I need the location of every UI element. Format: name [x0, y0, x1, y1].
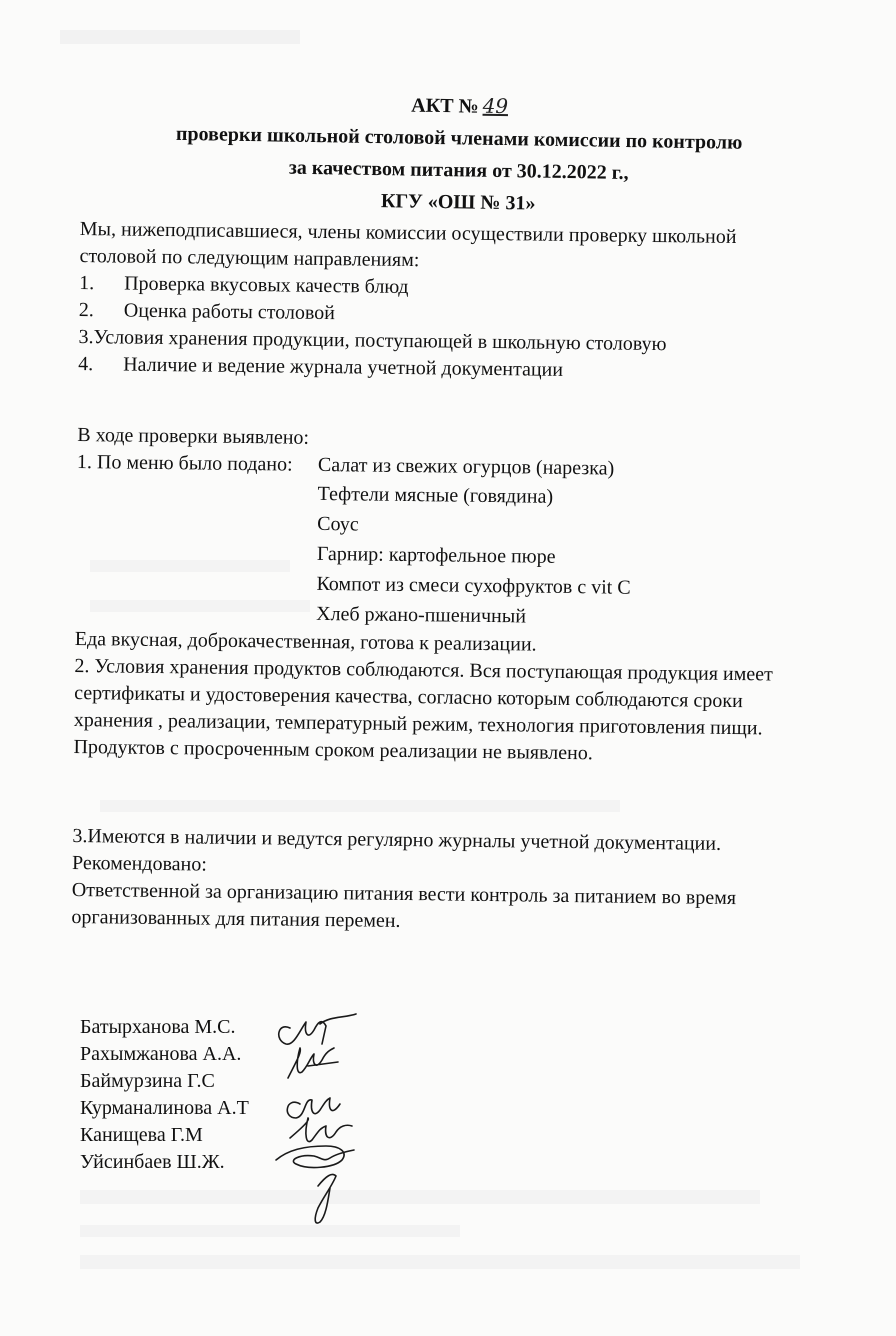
signature-stroke-3	[287, 1098, 340, 1118]
document-body	[71, 216, 840, 940]
storage-line: Продуктов с просроченным сроком реализации не выявлено.	[73, 735, 593, 765]
signature-stroke-5	[276, 1146, 354, 1167]
title-line-2: проверки школьной столовой членами комиссии по контролю	[175, 122, 743, 154]
direction-text: Наличие и ведение журнала учетной документации	[123, 353, 564, 381]
signature-stroke-6	[315, 1174, 336, 1223]
recommendation-line: организованных для питания перемен.	[71, 905, 401, 932]
bleed-through-mark	[80, 1190, 760, 1204]
menu-item: Тефтели мясные (говядина)	[317, 482, 554, 508]
menu-item: Хлеб ржано-пшеничный	[316, 602, 527, 628]
signature-stroke-1	[279, 1014, 356, 1044]
menu-item: Соус	[317, 512, 359, 536]
direction-number: 4.	[78, 352, 94, 376]
title-line-3: за качеством питания от 30.12.2022 г.,	[288, 156, 629, 184]
title-line-4: КГУ «ОШ № 31»	[380, 190, 536, 215]
direction-number: 2.	[78, 298, 94, 322]
menu-item: Гарнир: картофельное пюре	[316, 542, 556, 568]
menu-item: Салат из свежих огурцов (нарезка)	[317, 453, 615, 480]
signature-stroke-4	[290, 1118, 352, 1142]
direction-number: 1.	[79, 271, 95, 295]
signer-name: Рахымжанова А.А.	[80, 1043, 242, 1065]
direction-text: Проверка вкусовых качеств блюд	[124, 272, 409, 299]
handwritten-signatures	[260, 1000, 380, 1240]
signer-name: Баймурзина Г.С	[80, 1070, 215, 1092]
signer-name: Канищева Г.М	[80, 1124, 203, 1146]
recommendation-line: Ответственной за организацию питания вести контроль за питанием во время	[71, 878, 737, 910]
bleed-through-mark	[60, 30, 300, 44]
intro-line-1: Мы, нижеподписавшиеся, члены комиссии осуществили проверку школьной	[79, 217, 737, 249]
recommended-label: Рекомендовано:	[71, 851, 208, 876]
signers-list	[80, 1014, 249, 1176]
menu-label: 1. По меню было подано:	[76, 450, 293, 476]
act-label: АКТ №	[411, 94, 479, 118]
findings-heading: В ходе проверки выявлено:	[77, 423, 310, 449]
signature-stroke-2	[288, 1048, 338, 1078]
menu-item: Компот из смеси сухофруктов с vit C	[316, 572, 631, 599]
food-quality-statement: Еда вкусная, доброкачественная, готова к реализации.	[74, 627, 537, 656]
signer-name: Уйсинбаев Ш.Ж.	[80, 1151, 225, 1173]
storage-line: 2. Условия хранения продуктов соблюдаются. Вся поступающая продукция имеет	[74, 654, 773, 686]
act-number: 49	[482, 93, 509, 119]
document-title	[118, 84, 800, 224]
direction-text: Оценка работы столовой	[123, 299, 336, 325]
signer-name: Курманалинова А.Т	[80, 1097, 249, 1119]
signer-name: Батырханова М.С.	[80, 1016, 236, 1038]
direction-item: 3.Условия хранения продукции, поступающей в школьную столовую	[78, 325, 667, 356]
bleed-through-mark	[80, 1255, 800, 1269]
storage-line: сертификаты и удостоверения качества, согласно которым соблюдаются сроки	[74, 681, 743, 713]
journals-statement: 3.Имеются в наличии и ведутся регулярно журналы учетной документации.	[72, 824, 722, 855]
storage-line: хранения , реализации, температурный режим, технология приготовления пищи.	[73, 708, 763, 740]
intro-line-2: столовой по следующим направлениям:	[79, 244, 420, 272]
